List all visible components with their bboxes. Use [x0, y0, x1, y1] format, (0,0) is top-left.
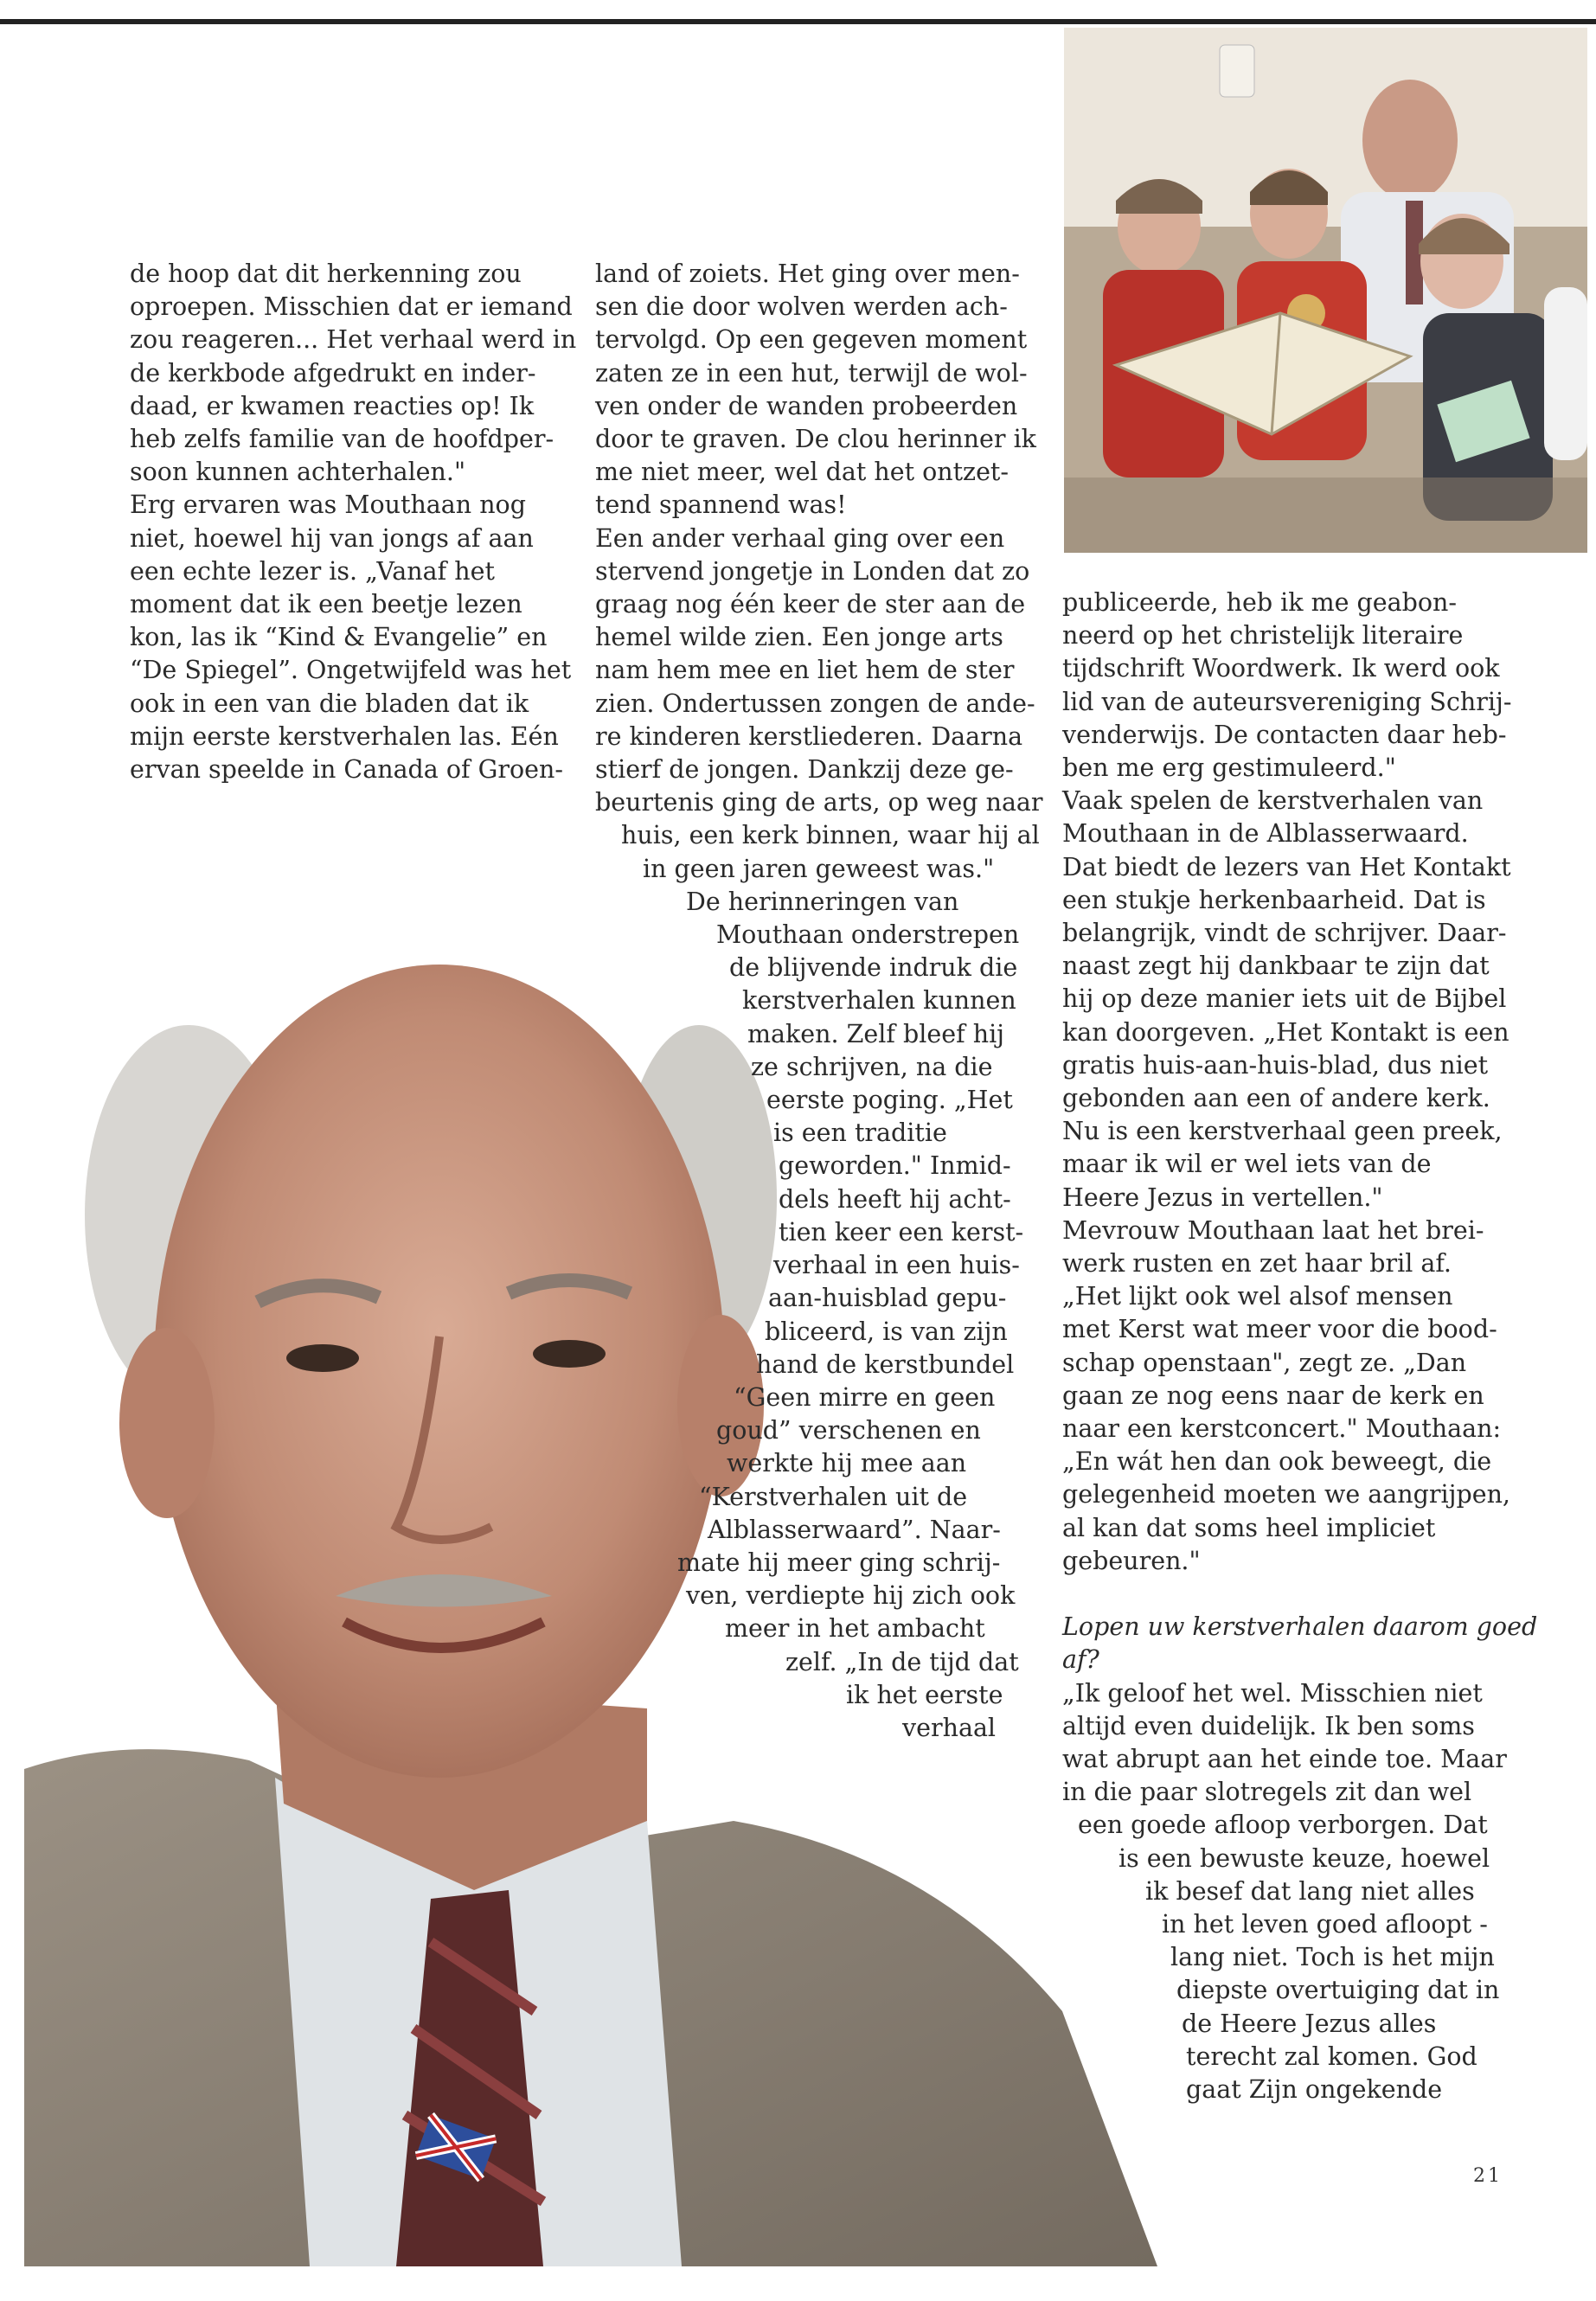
text-line: ook in een van die bladen dat ik [130, 689, 529, 718]
text-line: publiceerde, heb ik me geabon- [1062, 588, 1458, 617]
text-line: hij op deze manier iets uit de Bijbel [1062, 984, 1507, 1014]
interview-question: af? [1062, 1645, 1099, 1675]
text-line: venderwijs. De contacten daar heb- [1062, 720, 1507, 749]
text-line: “De Spiegel”. Ongetwijfeld was het [130, 656, 572, 685]
text-line: hand de kerstbundel [756, 1349, 1015, 1379]
top-rule [0, 19, 1596, 24]
text-line: in geen jaren geweest was." [643, 854, 995, 883]
text-line: stierf de jongen. Dankzij deze ge- [595, 755, 1014, 785]
text-column-3 [1062, 586, 1538, 2106]
text-line: werk rusten en zet haar bril af. [1062, 1249, 1452, 1279]
text-line: Mouthaan onderstrepen [716, 920, 1020, 950]
text-line: „Het lijkt ook wel alsof mensen [1062, 1282, 1453, 1311]
text-line: al kan dat soms heel impliciet [1062, 1513, 1436, 1542]
text-line: dels heeft hij acht- [779, 1184, 1011, 1214]
text-line: oproepen. Misschien dat er iemand [130, 292, 573, 322]
text-line: gebeuren." [1062, 1546, 1201, 1575]
text-line: stervend jongetje in Londen dat zo [595, 556, 1030, 586]
text-line: De herinneringen van [686, 887, 959, 916]
text-line: door te graven. De clou herinner ik [595, 425, 1036, 454]
text-line: aan-huisblad gepu- [768, 1284, 1007, 1313]
text-line: kon, las ik “Kind & Evangelie” en [130, 623, 548, 652]
text-line: nam hem mee en liet hem de ster [595, 656, 1015, 685]
text-line: mijn eerste kerstverhalen las. Eén [130, 721, 559, 751]
text-line: maken. Zelf bleef hij [747, 1019, 1005, 1048]
text-line: huis, een kerk binnen, waar hij al [621, 821, 1040, 850]
text-line: zou reageren... Het verhaal werd in [130, 325, 577, 355]
text-line: me niet meer, wel dat het ontzet- [595, 458, 1010, 487]
text-line: niet, hoewel hij van jongs af aan [130, 523, 534, 553]
text-line: zelf. „In de tijd dat [785, 1647, 1019, 1676]
text-line: werkte hij mee aan [727, 1449, 967, 1478]
text-line: in die paar slotregels zit dan wel [1062, 1778, 1472, 1807]
text-line: bliceerd, is van zijn [765, 1317, 1008, 1346]
text-line: een goede afloop verborgen. Dat [1078, 1811, 1488, 1840]
text-line: verhaal in een huis- [773, 1251, 1020, 1280]
text-line: ik besef dat lang niet alles [1145, 1876, 1475, 1906]
text-line: zaten ze in een hut, terwijl de wol- [595, 358, 1028, 388]
text-line: heb zelfs familie van de hoofdper- [130, 425, 554, 454]
text-line: gratis huis-aan-huis-blad, dus niet [1062, 1050, 1489, 1080]
interview-question: Lopen uw kerstverhalen daarom goed [1062, 1612, 1538, 1642]
text-line: gelegenheid moeten we aangrijpen, [1062, 1480, 1510, 1509]
text-line: Dat biedt de lezers van Het Kontakt [1062, 852, 1511, 881]
text-line: ervan speelde in Canada of Groen- [130, 755, 564, 785]
text-line: sen die door wolven werden ach- [595, 292, 1008, 322]
text-line: Mouthaan in de Alblasserwaard. [1062, 819, 1469, 849]
text-line: de Heere Jezus alles [1182, 2009, 1437, 2038]
text-line: tijdschrift Woordwerk. Ik werd ook [1062, 654, 1500, 683]
text-line: Erg ervaren was Mouthaan nog [130, 490, 526, 520]
page-number: 21 [1473, 2165, 1503, 2187]
text-line: kan doorgeven. „Het Kontakt is een [1062, 1017, 1509, 1047]
text-line: beurtenis ging de arts, op weg naar [595, 788, 1043, 817]
paragraph-gap [1062, 1578, 1495, 1611]
text-line: eerste poging. „Het [766, 1086, 1013, 1115]
text-line: de hoop dat dit herkenning zou [130, 260, 522, 288]
text-line: met Kerst wat meer voor die bood- [1062, 1315, 1497, 1344]
text-line: naar een kerstconcert." Mouthaan: [1062, 1414, 1502, 1444]
text-line: is een traditie [773, 1118, 947, 1148]
text-line: naast zegt hij dankbaar te zijn dat [1062, 952, 1490, 981]
text-line: tien keer een kerst- [779, 1217, 1024, 1247]
text-line: Nu is een kerstverhaal geen preek, [1062, 1117, 1503, 1146]
text-line: „En wát hen dan ook beweegt, die [1062, 1447, 1492, 1477]
text-line: wat abrupt aan het einde toe. Maar [1062, 1744, 1507, 1773]
text-line: graag nog één keer de ster aan de [595, 590, 1026, 619]
text-line: lid van de auteursvereniging Schrij- [1062, 687, 1512, 716]
text-line: ze schrijven, na die [751, 1052, 993, 1081]
text-line: Vaak spelen de kerstverhalen van [1062, 786, 1484, 816]
text-line: een echte lezer is. „Vanaf het [130, 556, 495, 586]
text-line: moment dat ik een beetje lezen [130, 590, 522, 619]
text-line: diepste overtuiging dat in [1176, 1976, 1500, 2005]
text-line: tend spannend was! [595, 490, 847, 520]
text-line: Heere Jezus in vertellen." [1062, 1183, 1383, 1212]
text-line: tervolgd. Op een gegeven moment [595, 325, 1028, 355]
text-line: goud” verschenen en [716, 1416, 981, 1445]
text-line: kerstverhalen kunnen [742, 986, 1016, 1016]
text-line: in het leven goed afloopt - [1162, 1909, 1488, 1939]
text-line: hemel wilde zien. Een jonge arts [595, 623, 1003, 652]
text-line: ven onder de wanden probeerden [595, 391, 1018, 420]
text-line: Een ander verhaal ging over een [595, 523, 1005, 553]
text-line: maar ik wil er wel iets van de [1062, 1150, 1432, 1179]
text-column-1 [130, 258, 577, 786]
text-line: zien. Ondertussen zongen de ande- [595, 689, 1035, 718]
text-line: Mevrouw Mouthaan laat het brei- [1062, 1215, 1484, 1245]
grandfather-reading-photo [1064, 28, 1587, 553]
text-line: neerd op het christelijk literaire [1062, 621, 1464, 651]
text-line: terecht zal komen. God [1186, 2041, 1477, 2071]
text-line: gebonden aan een of andere kerk. [1062, 1084, 1490, 1113]
text-line: “Kerstverhalen uit de [699, 1482, 968, 1511]
text-line: ben me erg gestimuleerd." [1062, 753, 1396, 783]
text-line: gaat Zijn ongekende [1186, 2074, 1443, 2104]
text-line: schap openstaan", zegt ze. „Dan [1062, 1348, 1467, 1377]
text-line: een stukje herkenbaarheid. Dat is [1062, 885, 1486, 914]
text-column-2 [595, 258, 1043, 1745]
text-line: soon kunnen achterhalen." [130, 458, 466, 487]
text-line: Alblasserwaard”. Naar- [708, 1515, 1001, 1544]
text-line: land of zoiets. Het ging over men- [595, 260, 1020, 288]
text-line: mate hij meer ging schrij- [677, 1548, 1001, 1577]
text-line: ven, verdiepte hij zich ook [686, 1581, 1016, 1611]
text-line: lang niet. Toch is het mijn [1170, 1943, 1495, 1972]
text-line: “Geen mirre en geen [734, 1382, 996, 1412]
text-line: verhaal [902, 1713, 997, 1742]
text-line: gaan ze nog eens naar de kerk en [1062, 1381, 1484, 1410]
text-line: de kerkbode afgedrukt en inder- [130, 358, 536, 388]
text-line: geworden." Inmid- [779, 1151, 1011, 1181]
text-line: ik het eerste [846, 1680, 1003, 1709]
text-line: re kinderen kerstliederen. Daarna [595, 721, 1023, 751]
text-line: meer in het ambacht [725, 1614, 985, 1644]
text-line: is een bewuste keuze, hoewel [1118, 1843, 1490, 1873]
text-line: daad, er kwamen reacties op! Ik [130, 391, 535, 420]
text-line: belangrijk, vindt de schrijver. Daar- [1062, 919, 1507, 948]
text-line: altijd even duidelijk. Ik ben soms [1062, 1711, 1475, 1740]
text-line: de blijvende indruk die [729, 953, 1018, 983]
text-line: „Ik geloof het wel. Misschien niet [1062, 1678, 1483, 1708]
